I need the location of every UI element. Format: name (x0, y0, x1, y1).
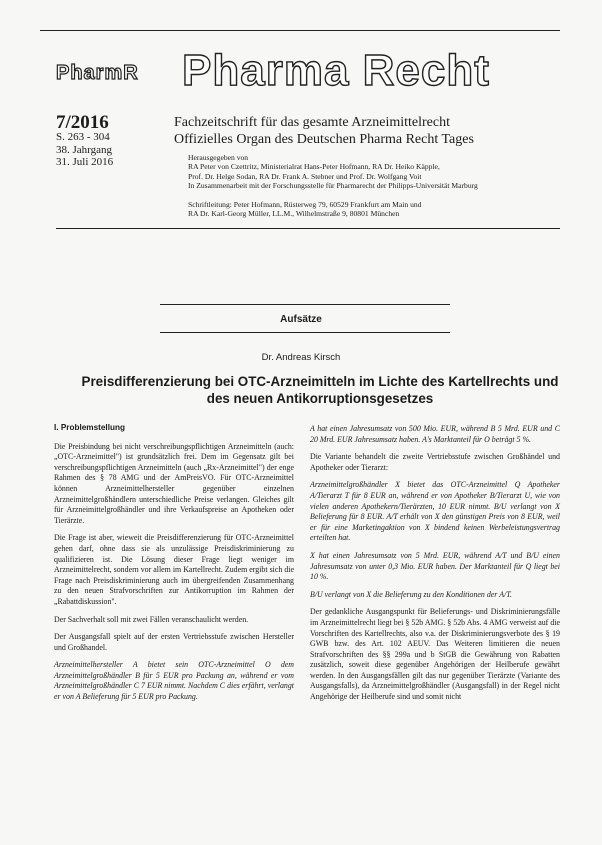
issue-number: 7/2016 (56, 112, 109, 133)
journal-subtitle (174, 114, 474, 148)
section-heading: Aufsätze (280, 314, 322, 325)
section-rule-bottom (160, 332, 450, 333)
editors-line-1: RA Peter von Czettritz, Ministerialrat Hans-Peter Hofmann, RA Dr. Heiko Käpple, (188, 162, 440, 172)
section-rule-top (160, 304, 450, 305)
paragraph: Die Frage ist aber, wieweit die Preisdifferenzierung für OTC-Arzneimittel gehen darf, ohne dass sie als unzulässige Preisdiskriminierung zu qualifizieren ist. Die Lösung dieser Frage liegt weniger im Arzneimittelrecht, sondern vor allem im Kartellrecht. Zudem ergibt sich die Frage nach Preisdiskriminierung auch im übergreifenden Zusammenhang zu den neuen Strafvorschriften zur Antikorruption im Rahmen der „Rabattdiskussion". (54, 533, 294, 606)
issue-volume: 38. Jahrgang (56, 143, 113, 156)
journal-logo-small: PharmR (56, 62, 139, 84)
article-title (40, 373, 600, 407)
subtitle-line-1: Fachzeitschrift für das gesamte Arzneimittelrecht (174, 115, 451, 130)
paragraph: Der Ausgangsfall spielt auf der ersten Vertriebsstufe zwischen Hersteller und Großhandel. (54, 632, 294, 652)
paragraph: Die Preisbindung bei nicht verschreibungspflichtigen Arzneimitteln (auch: „OTC-Arzneimittel") ist grundsätzlich frei. Dem im Gegensatz gilt bei verschreibungspflichtigen Arzneimitteln (auch „Rx-Arzneimittel") der enge Rahmen des § 78 AMG und der AmPreisVO. Für OTC-Arzneimittel können Arzneimittelhersteller gegenüber einzelnen Arzneimittelgroßhändlern unterschiedliche Preise verlangen. Gleiches gilt für Arzneimittelgroßhändler und ihre Verkaufspreise an Apotheken oder Tierärzte. (54, 441, 294, 525)
title-line-2: des neuen Antikorruptionsgesetzes (206, 391, 434, 406)
top-rule (40, 30, 560, 31)
case-paragraph: Arzneimittelhersteller A bietet sein OTC-Arzneimittel O dem Arzneimittelgroßhändler B für 5 EUR pro Packung an, während er vom Arzneimittelgroßhändler C 7 EUR nimmt. Nachdem C dies erfährt, verlangt er von A Belieferung für 5 EUR pro Packung. (54, 660, 294, 702)
journal-logo: Pharma Recht (182, 46, 490, 95)
editors-line-2: Prof. Dr. Helge Sodan, RA Dr. Frank A. Stebner und Prof. Dr. Wolfgang Voit (188, 171, 422, 181)
lead-line-1: Schriftleitung: Peter Hofmann, Rüsterweg 79, 60529 Frankfurt am Main und (188, 200, 422, 209)
issue-meta (56, 131, 113, 169)
left-column (54, 423, 294, 710)
subtitle-line-2: Offizielles Organ des Deutschen Pharma Recht Tages (174, 132, 474, 147)
paragraph: Der gedankliche Ausgangspunkt für Belieferungs- und Diskriminierungsfälle im Arzneimittelrecht liegt bei § 52b AMG. § 52b Abs. 4 AMG verweist auf die Vorschriften des Kartellrechts, also v.a. der Diskriminierungsverbote des § 19 GWB bzw. des Art. 102 AEUV. Das Weiteren limitieren die neuen Strafvorschriften des §§ 299a und b StGB die Gewährung von Rabatten zusätzlich, soweit diese gegenüber Angehörigen der Heilberufe gewährt werden. In den Ausgangsfällen gilt das nur gegenüber Tierärzte (Variante des Ausgangsfalls), da Arzneimittelgroßhändler (Ausgangsfall) in der Regel nicht Angehörige der Heilberufe sind und somit nicht (310, 607, 560, 702)
right-column (310, 424, 560, 710)
lead-line-2: RA Dr. Karl-Georg Müller, LL.M., Wilhelmstraße 9, 80801 München (188, 209, 400, 219)
editors-line-3: In Zusammenarbeit mit der Forschungsstelle für Pharmarecht der Philipps-Universität Marburg (188, 180, 478, 190)
title-line-1: Preisdifferenzierung bei OTC-Arzneimitteln im Lichte des Kartellrechts und (81, 374, 559, 389)
paragraph: Die Variante behandelt die zweite Vertriebsstufe zwischen Großhändel und Apotheker oder Tierarzt: (310, 452, 560, 472)
header-rule (56, 228, 560, 229)
case-paragraph: Arzneimittelgroßhändler X bietet das OTC-Arzneimittel Q Apotheker A/Tierarzt T für 8 EUR an, während er von Apotheker B/Tierarzt U, wie von vielen anderen Apothekern/Tierärzten, 10 EUR nimmt. B/U verlangt von X Belieferung für 8 EUR. A/T erhält von X den günstigen Preis von 8 EUR, weil er für eine Marketingaktion von X bindend keinen Werbeleistungsvertrag erteilten hat. (310, 480, 560, 543)
section-heading-problem: I. Problemstellung (54, 423, 125, 432)
case-paragraph: A hat einen Jahresumsatz von 500 Mio. EUR, während B 5 Mrd. EUR und C 20 Mrd. EUR Jahresumsatz haben. A's Marktanteil für O beträgt 5 %. (310, 424, 560, 444)
paragraph: Der Sachverhalt soll mit zwei Fällen veranschaulicht werden. (54, 614, 249, 624)
article-author: Dr. Andreas Kirsch (261, 352, 341, 363)
editors-block (188, 153, 478, 190)
issue-pages: S. 263 - 304 (56, 131, 110, 143)
case-paragraph: B/U verlangt von X die Belieferung zu den Konditionen der A/T. (310, 589, 512, 599)
editors-heading: Herausgegeben von (188, 153, 249, 162)
issue-date: 31. Juli 2016 (56, 156, 114, 168)
case-paragraph: X hat einen Jahresumsatz von 5 Mrd. EUR, während A/T und B/U einen Jahresumsatz von unter 0,3 Mio. EUR haben. Der Marktanteil für Q liegt bei 10 %. (310, 550, 560, 582)
editorial-lead (188, 200, 421, 219)
